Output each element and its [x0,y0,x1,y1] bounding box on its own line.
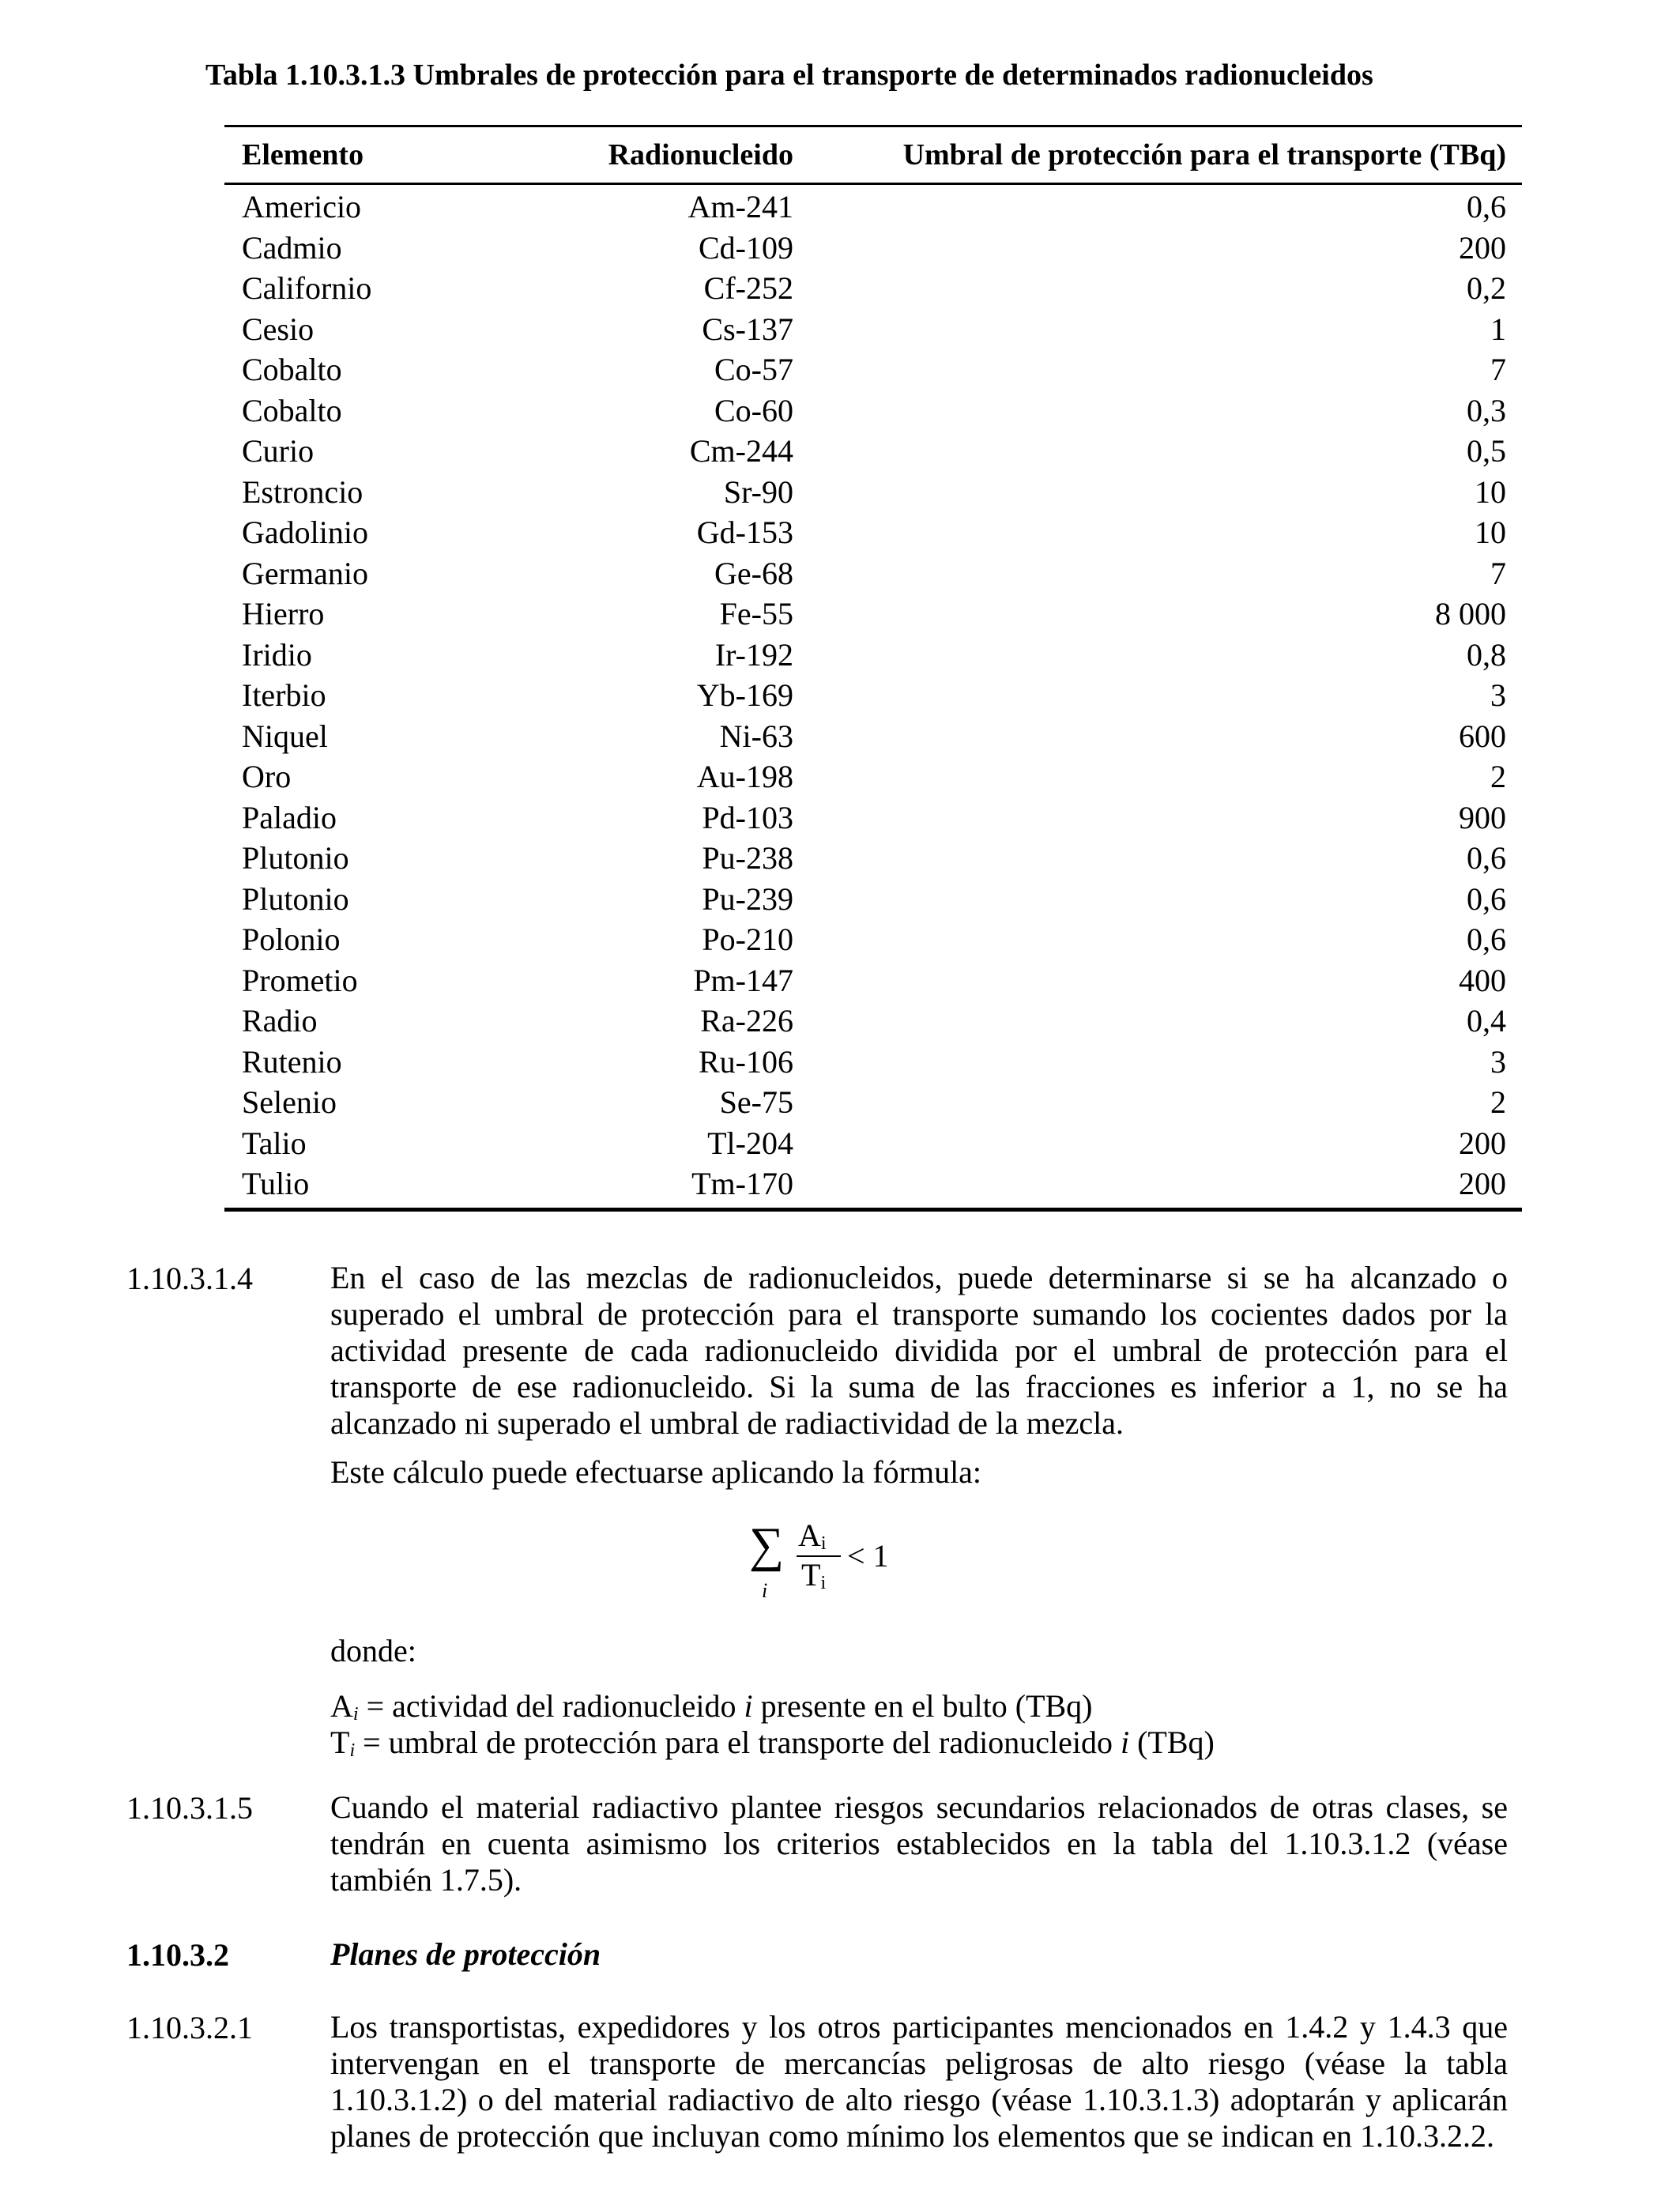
table-row [224,1123,1522,1164]
cell-radionucleido: Gd-153 [696,515,793,550]
cell-elemento: Gadolinio [242,515,368,550]
cell-elemento: Germanio [242,555,368,591]
table-body [224,185,1522,1208]
cell-radionucleido: Cd-109 [699,229,793,266]
sum-index: i [762,1579,768,1602]
section-text-1-10-3-1-5: Cuando el material radiactivo plantee riesgos secundarios relacionados de otras clases, se tendrán en cuenta asimismo los criterios establecidos en la tabla del 1.10.3.1.2 (véase también 1.7.5). [330,1789,1508,1898]
cell-elemento: Rutenio [242,1043,342,1080]
cell-elemento: Prometio [242,962,358,998]
section-title-1-10-3-2: Planes de protección [330,1936,601,1972]
cell-umbral: 7 [1490,555,1506,591]
cell-radionucleido: Pu-238 [702,840,793,876]
cell-umbral: 200 [1459,1125,1506,1161]
cell-radionucleido: Tm-170 [691,1166,793,1201]
cell-radionucleido: Sr-90 [723,473,793,510]
section-text-1-10-3-1-4: En el caso de las mezclas de radionucleidos, puede determinarse si se ha alcanzado o superado el umbral de protección para el transporte sumando los cocientes dados por la actividad presente de cada radionucleido dividida por el umbral de protección para el transporte de ese radionucleido. Si la suma de las fracciones es inferior a 1, no se ha alcanzado ni superado el umbral de radiactividad de la mezcla. [330,1260,1508,1441]
definition-t: Ti = umbral de protección para el transporte del radionucleido i (TBq) [330,1725,1215,1761]
cell-radionucleido: Co-57 [714,352,793,387]
table-row [224,390,1522,432]
cell-umbral: 0,6 [1467,880,1506,917]
cell-elemento: Tulio [242,1166,310,1201]
table-row [224,1001,1522,1042]
cell-umbral: 3 [1490,677,1506,713]
table-row [224,268,1522,309]
formula-numerator: Ai [798,1517,827,1554]
table-row [224,838,1522,879]
cell-umbral: 0,4 [1467,1003,1506,1039]
cell-elemento: Niquel [242,718,328,754]
cell-radionucleido: Cf-252 [703,270,793,306]
cell-elemento: Iridio [242,636,312,673]
table-bottom-rule [224,1208,1522,1212]
table-row [224,187,1522,228]
cell-radionucleido: Fe-55 [719,596,793,631]
cell-radionucleido: Cs-137 [702,311,793,347]
cell-umbral: 0,3 [1467,392,1506,428]
section-number-1-10-3-2: 1.10.3.2 [126,1937,229,1973]
cell-elemento: Plutonio [242,840,349,876]
cell-radionucleido: Cm-244 [689,433,793,469]
cell-elemento: Oro [242,759,292,794]
cell-elemento: Hierro [242,596,325,631]
cell-elemento: Californio [242,270,372,306]
cell-umbral: 10 [1475,473,1506,510]
formula-relation: < 1 [847,1538,889,1574]
cell-umbral: 200 [1459,229,1506,266]
table-row [224,635,1522,676]
formula-intro: Este cálculo puede efectuarse aplicando la fórmula: [330,1454,982,1490]
cell-radionucleido: Pm-147 [693,962,793,998]
table-row [224,472,1522,513]
cell-elemento: Cesio [242,311,315,347]
table-row [224,756,1522,797]
cell-umbral: 10 [1475,515,1506,550]
cell-radionucleido: Pd-103 [702,799,793,835]
cell-elemento: Talio [242,1125,307,1161]
cell-umbral: 8 000 [1435,596,1506,631]
header-elemento: Elemento [242,138,364,172]
cell-umbral: 0,6 [1467,189,1506,224]
table-row [224,919,1522,960]
table-row [224,879,1522,920]
cell-elemento: Americio [242,189,362,224]
cell-radionucleido: Pu-239 [702,880,793,917]
cell-elemento: Cobalto [242,392,342,428]
table-row [224,1163,1522,1204]
cell-umbral: 0,2 [1467,270,1506,306]
cell-radionucleido: Po-210 [702,922,793,957]
cell-radionucleido: Ir-192 [714,636,793,673]
summation-formula [749,1517,923,1612]
section-text-1-10-3-2-1: Los transportistas, expedidores y los otros participantes mencionados en 1.4.2 y 1.4.3 que intervengan en el transporte de mercancías peligrosas de alto riesgo (véase la tabla 1.10.3.1.2) o del material radiactivo de alto riesgo (véase 1.10.3.1.3) adoptarán y aplicarán planes de protección que incluyan como mínimo los elementos que se indican en 1.10.3.2.2. [330,2009,1508,2154]
cell-radionucleido: Ra-226 [700,1003,793,1039]
cell-radionucleido: Ru-106 [699,1043,793,1080]
table-row [224,228,1522,269]
table-row [224,716,1522,757]
cell-radionucleido: Am-241 [687,189,793,224]
cell-umbral: 400 [1459,962,1506,998]
radionuclide-table [224,125,1522,1212]
table-row [224,553,1522,594]
cell-radionucleido: Ge-68 [714,555,793,591]
table-caption: Tabla 1.10.3.1.3 Umbrales de protección para el transporte de determinados radionucleidos [205,58,1373,92]
cell-elemento: Curio [242,433,315,469]
table-row [224,675,1522,716]
cell-elemento: Iterbio [242,677,326,713]
cell-elemento: Cobalto [242,352,342,387]
table-header-row [224,127,1522,183]
table-row [224,349,1522,390]
header-radionucleido: Radionucleido [608,138,793,172]
table-row [224,960,1522,1001]
cell-radionucleido: Se-75 [719,1084,793,1120]
cell-radionucleido: Au-198 [696,759,793,794]
sum-symbol: ∑ [749,1518,785,1572]
table-row [224,431,1522,472]
table-row [224,797,1522,839]
cell-elemento: Selenio [242,1084,337,1120]
cell-umbral: 0,6 [1467,840,1506,876]
section-number-1-10-3-1-4: 1.10.3.1.4 [126,1261,253,1296]
table-row [224,309,1522,350]
cell-umbral: 0,6 [1467,922,1506,957]
cell-umbral: 2 [1490,1084,1506,1120]
table-row [224,1082,1522,1123]
cell-elemento: Paladio [242,799,337,835]
cell-radionucleido: Yb-169 [696,677,793,713]
section-number-1-10-3-2-1: 1.10.3.2.1 [126,2010,253,2045]
cell-umbral: 0,5 [1467,433,1506,469]
cell-elemento: Plutonio [242,880,349,917]
section-number-1-10-3-1-5: 1.10.3.1.5 [126,1790,253,1826]
cell-elemento: Estroncio [242,473,363,510]
formula-denominator: Ti [801,1557,827,1593]
header-umbral: Umbral de protección para el transporte (TBq) [902,138,1506,172]
cell-radionucleido: Tl-204 [707,1125,793,1161]
cell-radionucleido: Ni-63 [719,718,793,754]
table-row [224,1042,1522,1083]
cell-radionucleido: Co-60 [714,392,793,428]
cell-umbral: 900 [1459,799,1506,835]
cell-umbral: 2 [1490,759,1506,794]
cell-umbral: 600 [1459,718,1506,754]
cell-umbral: 0,8 [1467,636,1506,673]
cell-umbral: 200 [1459,1166,1506,1201]
definition-a: Ai = actividad del radionucleido i presente en el bulto (TBq) [330,1688,1093,1725]
cell-umbral: 3 [1490,1043,1506,1080]
cell-elemento: Radio [242,1003,318,1039]
table-row [224,594,1522,635]
cell-elemento: Polonio [242,922,341,957]
cell-umbral: 1 [1490,311,1506,347]
where-label: donde: [330,1633,416,1668]
table-row [224,512,1522,553]
cell-umbral: 7 [1490,352,1506,387]
cell-elemento: Cadmio [242,229,342,266]
